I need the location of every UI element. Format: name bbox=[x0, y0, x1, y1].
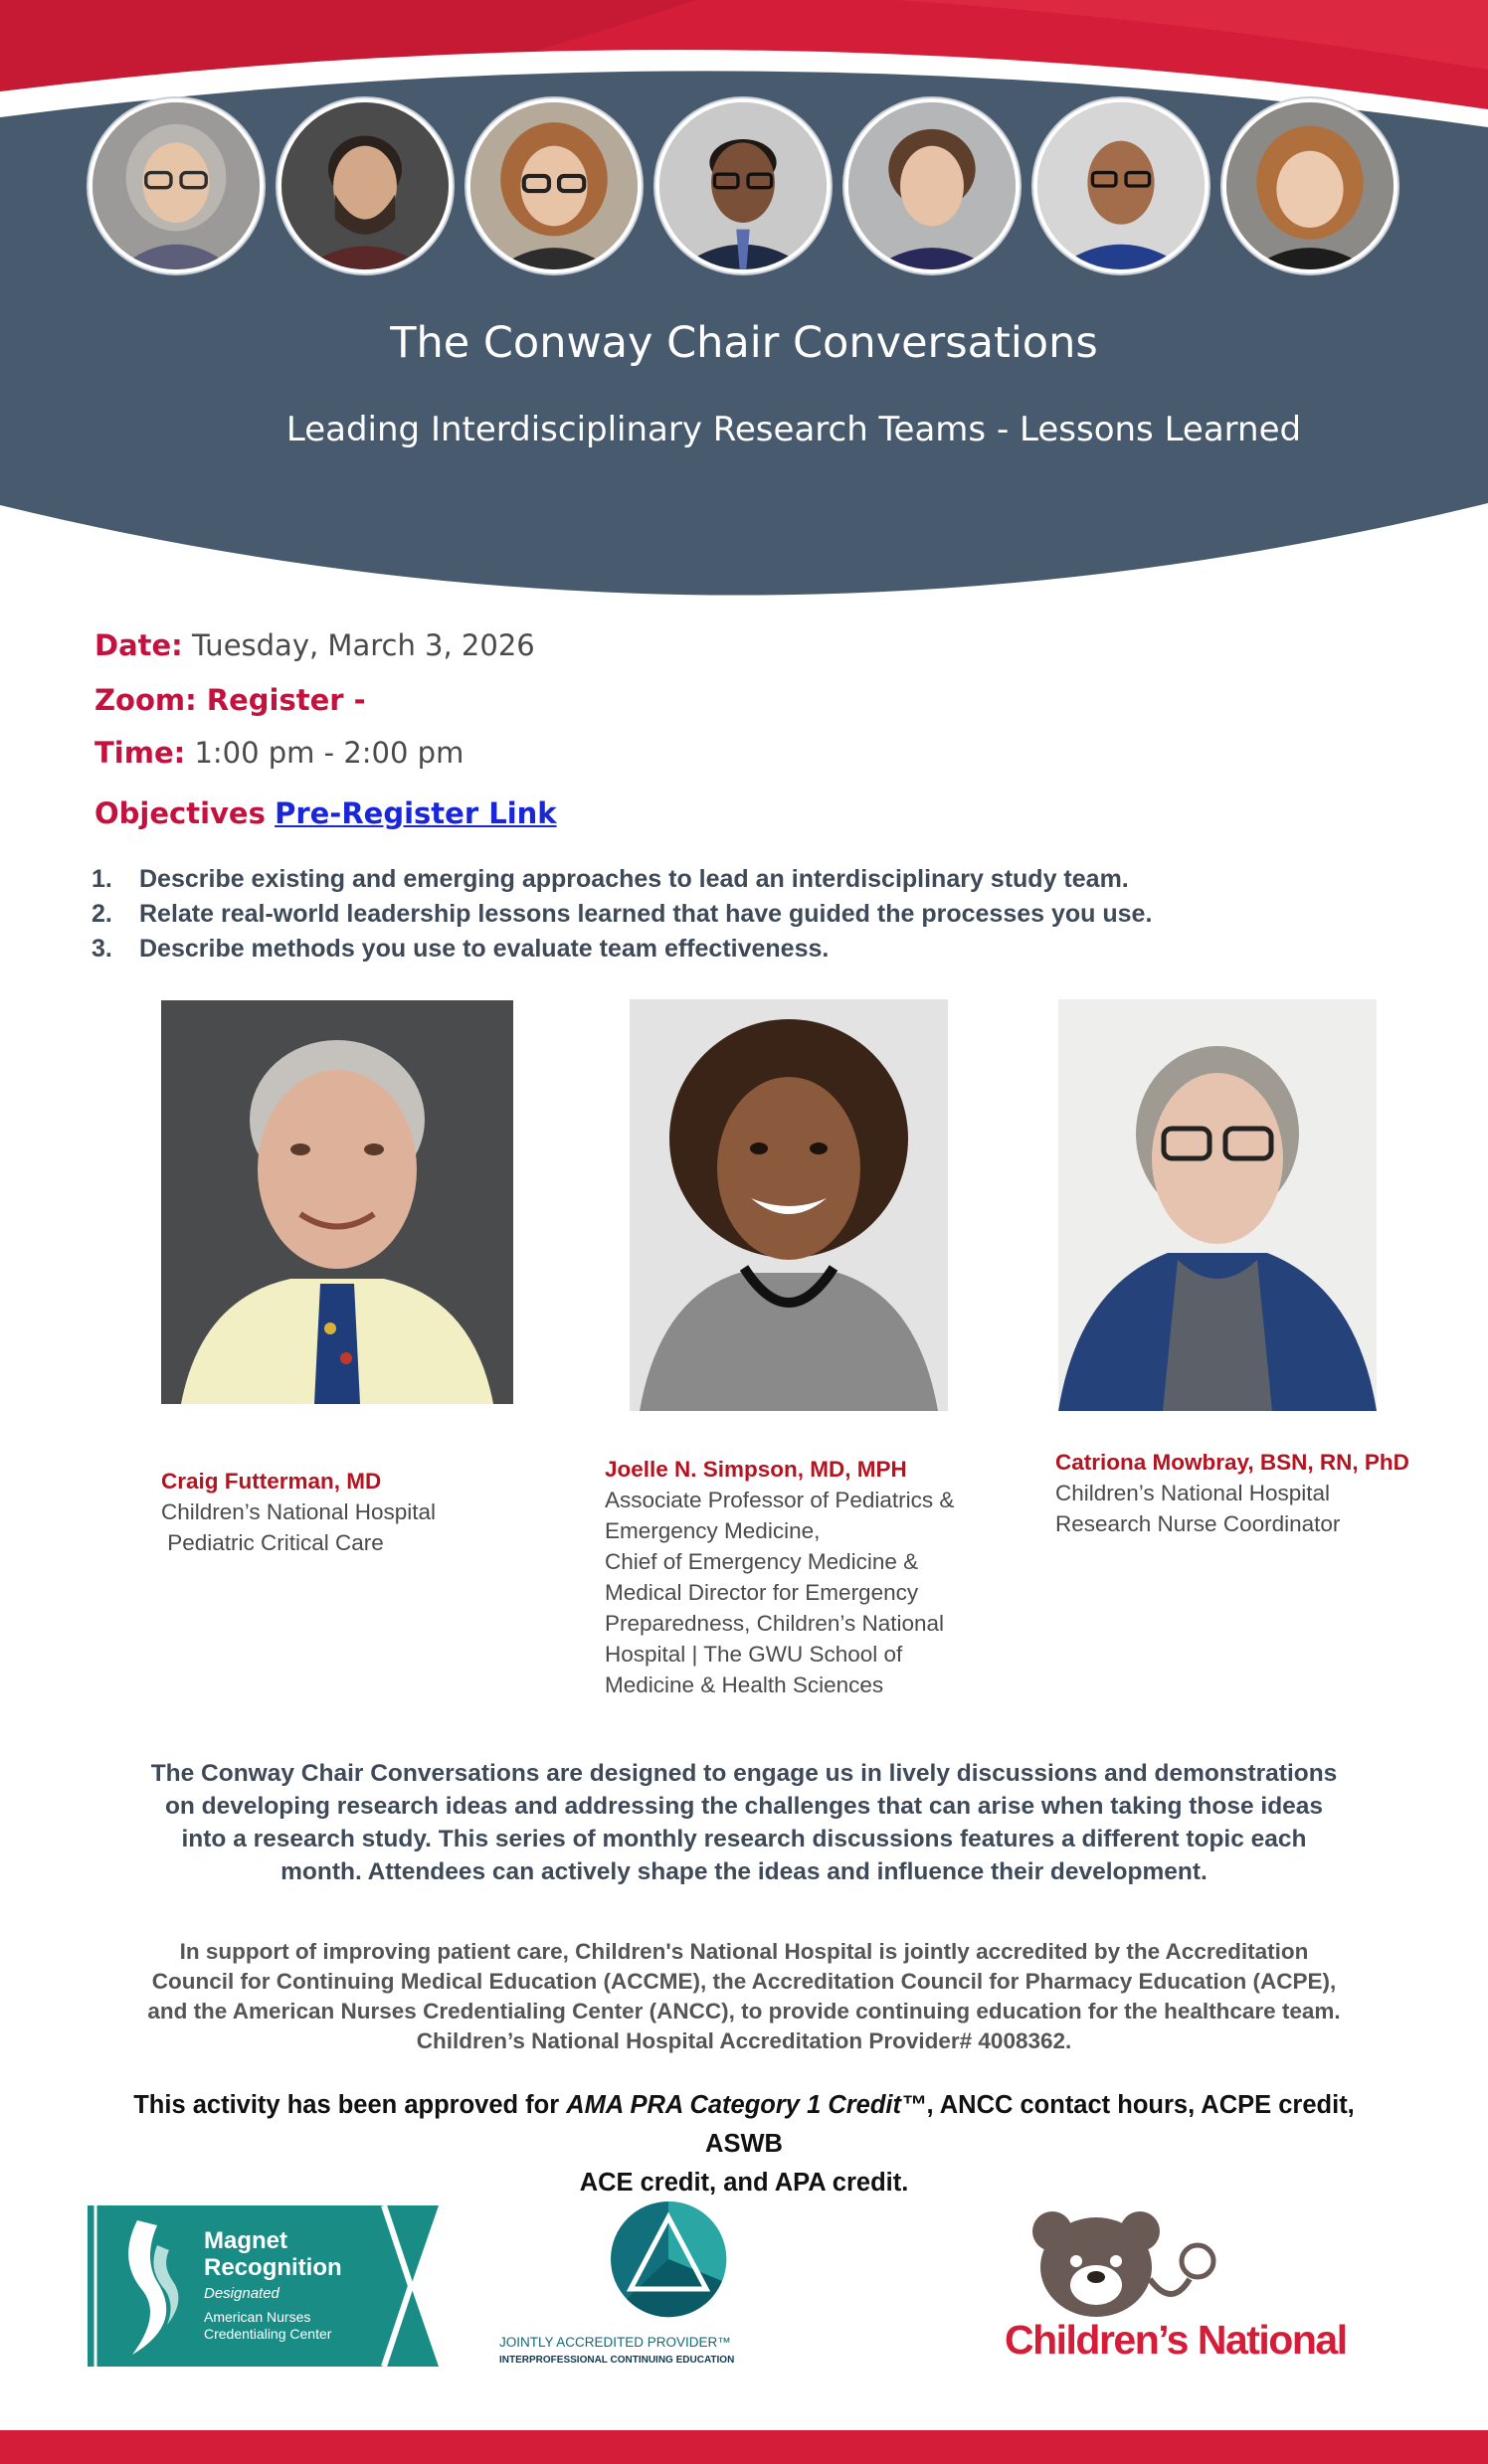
speaker-catriona-mowbray bbox=[1055, 1447, 1409, 1539]
footer-bar bbox=[0, 2430, 1488, 2464]
speaker-photo-craig-futterman bbox=[161, 1000, 513, 1404]
jointly-accredited-provider-logo bbox=[497, 2200, 776, 2374]
jap-line1: JOINTLY ACCREDITED PROVIDER™ bbox=[499, 2335, 731, 2350]
speaker-name: Catriona Mowbray, BSN, RN, PhD bbox=[1055, 1450, 1409, 1475]
magnet-title1: Magnet bbox=[204, 2227, 287, 2254]
objective-text: Describe existing and emerging approaches to lead an interdisciplinary study team. bbox=[139, 865, 1129, 893]
approval-line2: ACE credit, and APA credit. bbox=[579, 2169, 909, 2197]
magnet-org2: Credentialing Center bbox=[204, 2326, 332, 2342]
accreditation-line: Children’s National Hospital Accreditation Provider# 4008362. bbox=[416, 2028, 1072, 2053]
objective-text: Relate real-world leadership lessons learned that have guided the processes you use. bbox=[139, 900, 1153, 928]
speaker-title-line: Chief of Emergency Medicine & bbox=[605, 1549, 919, 1574]
magnet-designated: Designated bbox=[204, 2285, 279, 2302]
objective-number: 3. bbox=[92, 935, 112, 963]
objectives-line bbox=[94, 796, 557, 830]
objective-number: 2. bbox=[92, 900, 112, 928]
objective-item bbox=[92, 935, 1424, 969]
description-line: month. Attendees can actively shape the ideas and influence their development. bbox=[280, 1858, 1208, 1885]
date-value: Tuesday, March 3, 2026 bbox=[192, 628, 535, 662]
accreditation-line: and the American Nurses Credentialing Center (ANCC), to provide continuing education for the healthcare team. bbox=[147, 1999, 1341, 2024]
magnet-title2: Recognition bbox=[204, 2254, 342, 2281]
description-line: on developing research ideas and addressing the challenges that can arise when taking those ideas bbox=[164, 1793, 1324, 1820]
speaker-photo-joelle-simpson bbox=[630, 999, 948, 1411]
magnet-recognition-logo bbox=[88, 2205, 439, 2367]
childrens-national-wordmark: Children’s National bbox=[1005, 2317, 1347, 2363]
description-line: into a research study. This series of monthly research discussions features a different topic each bbox=[181, 1826, 1307, 1852]
speaker-photo-catriona-mowbray bbox=[1058, 999, 1377, 1411]
speaker-craig-futterman bbox=[161, 1466, 436, 1558]
panelist-avatar-5 bbox=[844, 98, 1020, 273]
panelist-avatar-2 bbox=[278, 98, 453, 273]
credit-approval bbox=[99, 2086, 1389, 2202]
page-subtitle: Leading Interdisciplinary Research Teams - Lessons Learned bbox=[285, 410, 1302, 449]
objectives-list bbox=[92, 865, 1424, 969]
childrens-national-logo bbox=[1005, 2209, 1412, 2369]
objective-text: Describe methods you use to evaluate team effectiveness. bbox=[139, 935, 830, 963]
description-line: The Conway Chair Conversations are designed to engage us in lively discussions and demonstrations bbox=[150, 1760, 1338, 1787]
accreditation-line: In support of improving patient care, Children's National Hospital is jointly accredited by the Accreditation bbox=[179, 1939, 1309, 1964]
approval-prefix: This activity has been approved for bbox=[133, 2091, 567, 2119]
objective-number: 1. bbox=[92, 865, 112, 893]
accreditation-statement bbox=[99, 1937, 1389, 2056]
date-line bbox=[94, 628, 535, 662]
panelist-avatar-3 bbox=[466, 98, 642, 273]
pre-register-link[interactable]: Pre-Register Link bbox=[275, 796, 557, 830]
speaker-title-line: Associate Professor of Pediatrics & bbox=[605, 1488, 955, 1512]
time-value: 1:00 pm - 2:00 pm bbox=[194, 736, 465, 770]
speaker-title-line: Preparedness, Children’s National bbox=[605, 1611, 945, 1636]
speaker-title-line: Hospital | The GWU School of bbox=[605, 1642, 903, 1667]
speaker-title-line: Emergency Medicine, bbox=[605, 1518, 821, 1543]
zoom-line bbox=[94, 683, 366, 717]
time-label: Time: bbox=[94, 736, 186, 770]
jap-triangle-icon bbox=[497, 2200, 776, 2329]
header-banner bbox=[0, 0, 1488, 607]
speaker-name: Craig Futterman, MD bbox=[161, 1469, 382, 1494]
ama-credit: AMA PRA Category 1 Credit™ bbox=[566, 2091, 927, 2119]
page-title: The Conway Chair Conversations bbox=[390, 318, 1098, 368]
accreditation-line: Council for Continuing Medical Education (ACCME), the Accreditation Council for Pharmacy Education (ACPE), bbox=[151, 1969, 1337, 1994]
speaker-role: Research Nurse Coordinator bbox=[1055, 1511, 1341, 1536]
speaker-name: Joelle N. Simpson, MD, MPH bbox=[605, 1457, 907, 1482]
date-label: Date: bbox=[94, 628, 183, 662]
speaker-title-line: Medical Director for Emergency bbox=[605, 1580, 919, 1605]
bear-mascot-icon bbox=[1023, 2209, 1221, 2319]
speaker-affiliation: Children’s National Hospital bbox=[1055, 1481, 1330, 1505]
panelist-avatar-4 bbox=[655, 98, 831, 273]
approval-rest: , ANCC contact hours, ACPE credit, ASWB bbox=[705, 2091, 1355, 2158]
time-line bbox=[94, 736, 464, 770]
objectives-label: Objectives bbox=[94, 796, 266, 830]
speaker-affiliation: Children’s National Hospital bbox=[161, 1499, 436, 1524]
series-description bbox=[82, 1757, 1406, 1888]
objective-item bbox=[92, 900, 1424, 935]
jap-line2: INTERPROFESSIONAL CONTINUING EDUCATION bbox=[499, 2355, 735, 2366]
speaker-department: Pediatric Critical Care bbox=[161, 1530, 384, 1555]
panelist-avatar-1 bbox=[89, 98, 264, 273]
zoom-label: Zoom: Register - bbox=[94, 683, 366, 717]
magnet-org1: American Nurses bbox=[204, 2309, 311, 2325]
panelist-avatar-7 bbox=[1222, 98, 1397, 273]
speaker-joelle-simpson bbox=[605, 1454, 954, 1700]
objective-item bbox=[92, 865, 1424, 900]
panelist-avatar-6 bbox=[1033, 98, 1209, 273]
speaker-title-line: Medicine & Health Sciences bbox=[605, 1672, 884, 1697]
